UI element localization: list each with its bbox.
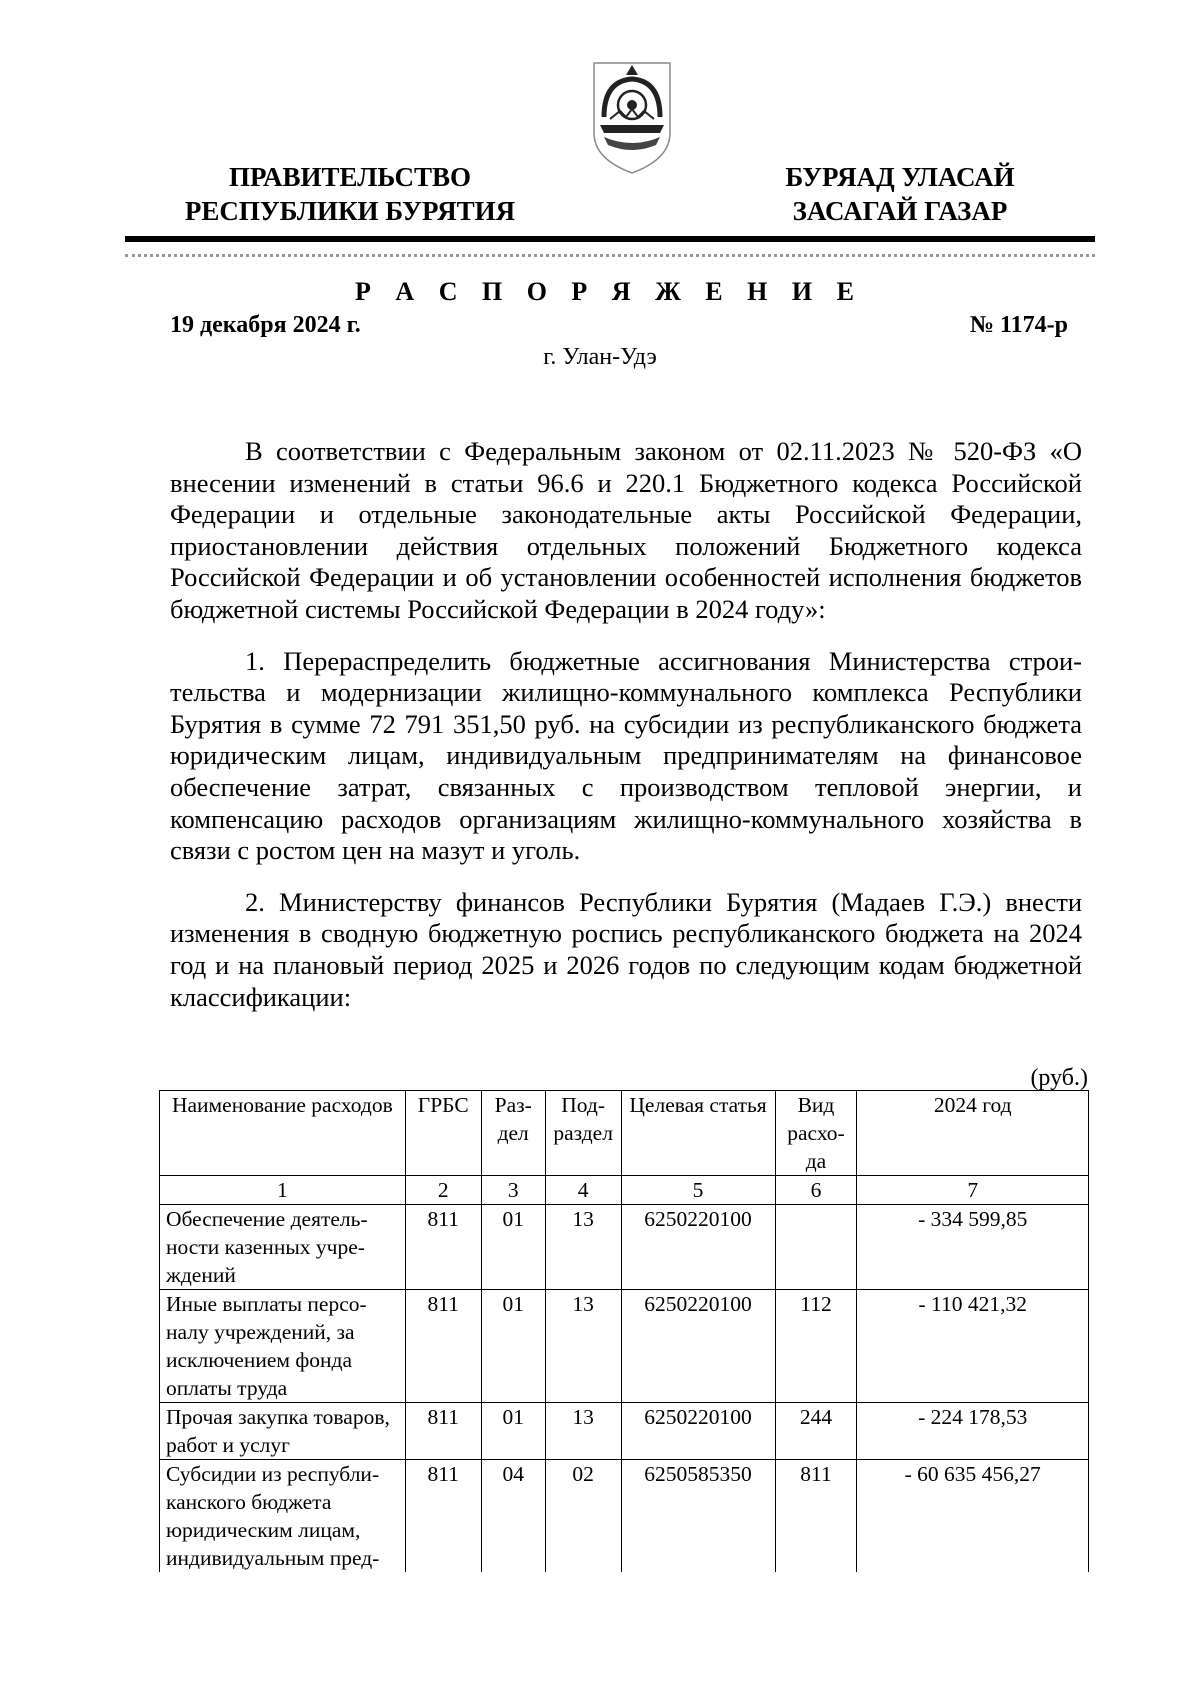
header-year-2024: 2024 год: [857, 1091, 1089, 1176]
row-amount: - 60 635 456,27: [857, 1460, 1089, 1573]
row-subsection: 13: [545, 1205, 621, 1290]
table-unit-label: (руб.): [1030, 1065, 1088, 1091]
document-body: [170, 436, 1082, 1033]
header-target-article: Целевая статья: [621, 1091, 775, 1176]
government-name-buryat: [735, 160, 1065, 228]
table-row: [160, 1403, 1089, 1460]
column-number: 5: [621, 1176, 775, 1205]
row-subsection: 13: [545, 1290, 621, 1403]
row-section: 01: [481, 1403, 545, 1460]
table-header-row: [160, 1091, 1089, 1176]
header-subsection: Подраздел: [545, 1091, 621, 1176]
document-city: г. Улан-Удэ: [543, 344, 657, 370]
row-expense-type: 112: [775, 1290, 857, 1403]
table-column-numbers-row: [160, 1176, 1089, 1205]
document-type-title: Р А С П О Р Я Ж Е Н И Е: [355, 277, 863, 306]
budget-table: [159, 1090, 1089, 1572]
row-grbs: 811: [405, 1290, 481, 1403]
column-number: 7: [857, 1176, 1089, 1205]
row-name: Обеспечение деятельности казенных учреждений: [160, 1205, 406, 1290]
row-subsection: 02: [545, 1460, 621, 1573]
paragraph-preamble: В соответствии с Федеральным законом от 02.11.2023 № 520-ФЗ «О внесении изменений в статьи 96.6 и 220.1 Бюджетного кодекса Российской Федерации и отдельные законодательные акты Российской Федерации, приостановлении действия отдельных положений Бюджетного кодекса Российской Федерации и об установлении особенностей исполнения бюджетов бюджетной системы Российской Федерации в 2024 году»:: [170, 436, 1082, 624]
row-grbs: 811: [405, 1205, 481, 1290]
header-name: Наименование расходов: [160, 1091, 406, 1176]
table-row: [160, 1460, 1089, 1573]
row-expense-type: 244: [775, 1403, 857, 1460]
paragraph-item-2: 2. Министерству финансов Республики Бурятия (Мадаев Г.Э.) внести изменения в сводную бюджетную роспись республиканского бюджета на 2024 год и на плановый период 2025 и 2026 годов по следующим кодам бюджетной классификации:: [170, 886, 1082, 1012]
government-name-line1: ПРАВИТЕЛЬСТВО: [228, 162, 472, 192]
column-number: 3: [481, 1176, 545, 1205]
paragraph-item-1: 1. Перераспределить бюджетные ассигнования Министерства строительства и модернизации жилищно-коммунального комплекса Республики Бурятия в сумме 72 791 351,50 руб. на субсидии из республиканского бюджета юридическим лицам, индивидуальным предпринимателям на финансовое обеспечение затрат, связанных с производством тепловой энергии, и компенсацию расходов организациям жилищно-коммунального хозяйства в связи с ростом цен на мазут и уголь.: [170, 645, 1082, 866]
row-target-article: 6250220100: [621, 1290, 775, 1403]
column-number: 6: [775, 1176, 857, 1205]
coat-of-arms-emblem: [590, 55, 674, 177]
government-name-line2: РЕСПУБЛИКИ БУРЯТИЯ: [184, 196, 516, 226]
table-row: [160, 1205, 1089, 1290]
row-expense-type: 811: [775, 1460, 857, 1573]
header-expense-type: Вид расхода: [775, 1091, 857, 1176]
table-row: [160, 1290, 1089, 1403]
row-target-article: 6250220100: [621, 1205, 775, 1290]
row-amount: - 110 421,32: [857, 1290, 1089, 1403]
document-number: № 1174-р: [969, 312, 1068, 338]
column-number: 4: [545, 1176, 621, 1205]
column-number: 2: [405, 1176, 481, 1205]
document-date: 19 декабря 2024 г.: [170, 312, 361, 338]
row-amount: - 224 178,53: [857, 1403, 1089, 1460]
row-section: 01: [481, 1290, 545, 1403]
row-expense-type: [775, 1205, 857, 1290]
row-subsection: 13: [545, 1403, 621, 1460]
row-section: 01: [481, 1205, 545, 1290]
column-number: 1: [160, 1176, 406, 1205]
row-amount: - 334 599,85: [857, 1205, 1089, 1290]
row-target-article: 6250585350: [621, 1460, 775, 1573]
government-name-buryat-line2: ЗАСАГАЙ ГАЗАР: [792, 196, 1008, 226]
header-divider-thick: [125, 236, 1095, 242]
header-section: Раздел: [481, 1091, 545, 1176]
row-target-article: 6250220100: [621, 1403, 775, 1460]
header-grbs: ГРБС: [405, 1091, 481, 1176]
row-name: Прочая закупка товаров, работ и услуг: [160, 1403, 406, 1460]
row-name: Субсидии из республиканского бюджета юридическим лицам, индивидуальным пред-: [160, 1460, 406, 1573]
row-grbs: 811: [405, 1403, 481, 1460]
header-divider-thin: [125, 254, 1095, 257]
government-name-russian: [150, 160, 550, 228]
row-section: 04: [481, 1460, 545, 1573]
row-grbs: 811: [405, 1460, 481, 1573]
government-name-buryat-line1: БУРЯАД УЛАСАЙ: [785, 162, 1015, 192]
row-name: Иные выплаты персоналу учреждений, за исключением фонда оплаты труда: [160, 1290, 406, 1403]
